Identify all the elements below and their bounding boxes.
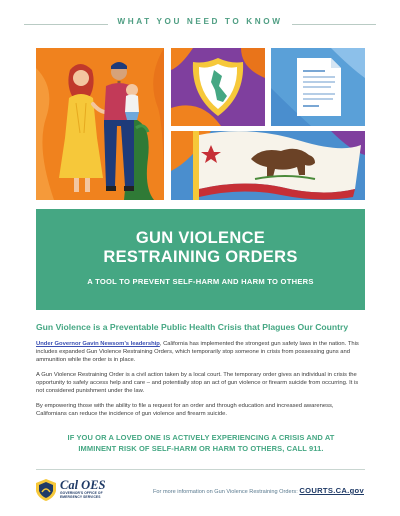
courts-url-link[interactable]: COURTS.CA.gov <box>299 486 364 495</box>
banner-title-line2: RESTRAINING ORDERS <box>103 248 298 266</box>
paragraph-3: By empowering those with the ability to file a request for an order and through education and increased awareness, Californians can reduce the incidence of gun violence and firearm suicide. <box>36 403 334 418</box>
callout-line1: IF YOU OR A LOVED ONE IS ACTIVELY EXPERIENCING A CRISIS AND AT <box>67 433 335 442</box>
section-title: Gun Violence is a Preventable Public Health Crisis that Plagues Our Country <box>36 322 349 332</box>
footer-info-text: For more information on Gun Violence Restraining Orders: <box>153 489 300 495</box>
newsom-leadership-link[interactable]: Under Governor Gavin Newsom’s leadership <box>36 341 160 347</box>
title-banner <box>36 209 365 310</box>
cal-oes-logo <box>36 477 132 503</box>
header-kicker-text: WHAT YOU NEED TO KNOW <box>117 17 283 26</box>
document-illustration <box>271 48 365 126</box>
banner-title-line1: GUN VIOLENCE <box>135 229 266 247</box>
family-illustration <box>36 48 164 200</box>
shield-illustration <box>171 48 265 126</box>
header-kicker <box>0 16 400 32</box>
banner-subtitle: A TOOL TO PREVENT SELF-HARM AND HARM TO OTHERS <box>87 277 314 286</box>
callout-line2: IMMINENT RISK OF SELF-HARM OR HARM TO OTHERS, CALL 911. <box>78 443 324 453</box>
cal-oes-seal-icon <box>36 479 56 501</box>
logo-subtitle: GOVERNOR'S OFFICE OF EMERGENCY SERVICES <box>60 491 103 499</box>
logo-name: Cal OES <box>60 478 106 492</box>
crisis-callout <box>36 433 366 454</box>
banner-title <box>36 229 365 267</box>
document-icon <box>297 58 341 116</box>
header-divider-right <box>292 24 376 25</box>
footer-divider <box>36 469 365 470</box>
paragraph-1 <box>36 340 366 365</box>
header-divider-left <box>24 24 108 25</box>
footer-info <box>126 486 364 495</box>
paragraph-2: A Gun Violence Restraining Order is a civil action taken by a local court. The temporary order gives an individual in crisis the opportunity to safely access help and care – and potentially stop an act of gun violence or firearm suicide from occurring. It is not considered punishment under the law. <box>36 372 359 395</box>
paragraph-1-text: , California has implemented the strongest gun safety laws in the nation. This includes expanded Gun Violence Restraining Orders, which temporarily stop someone in crisis from possessing guns and ammunition while the order is in place. <box>36 341 359 364</box>
california-flag-illustration <box>171 131 365 200</box>
